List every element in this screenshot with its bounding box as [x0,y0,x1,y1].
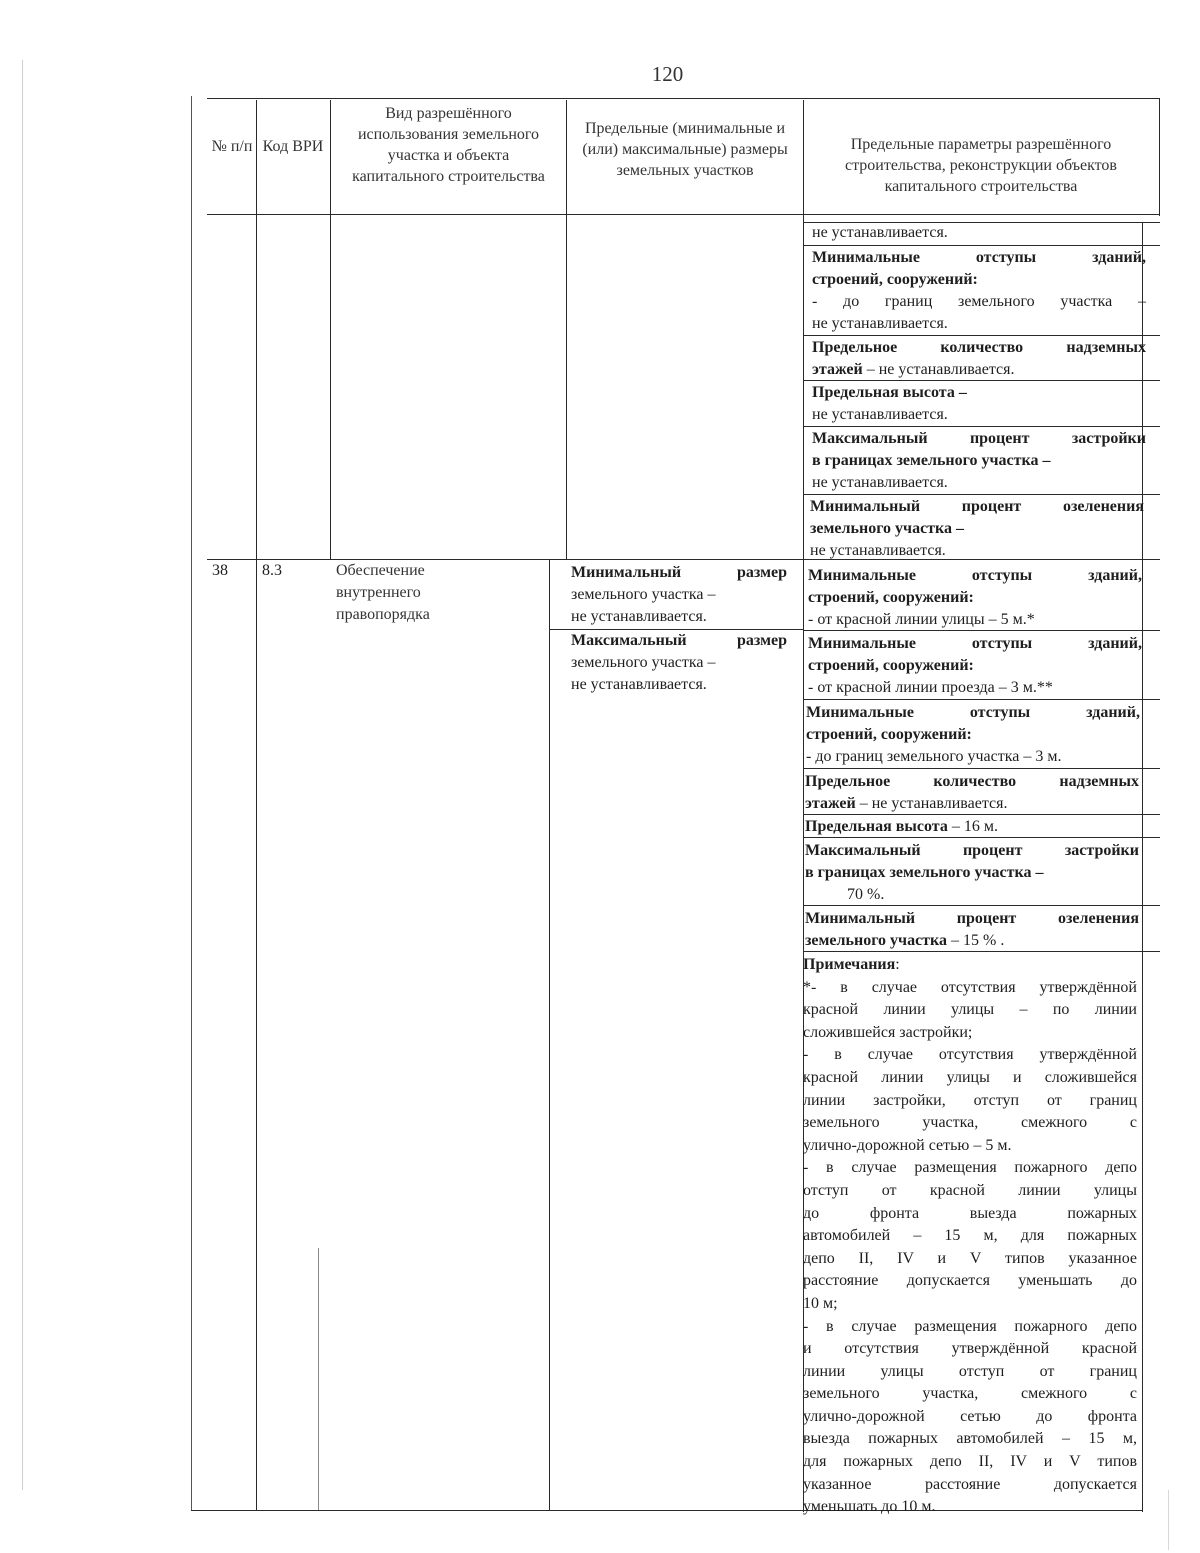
param-text: не устанавливается. [812,474,948,491]
note-line: - в случае отсутствия утверждённой [803,1046,1137,1064]
min-size-text: земельного участка – [571,586,716,603]
header-num-label: № п/п [211,138,253,155]
note-line: и отсутствия утверждённой красной [803,1340,1137,1358]
note-line: отступ от красной линии улицы [803,1181,1137,1199]
max-size-text: земельного участка – [571,654,716,671]
note-line: указанное расстояние допускается [803,1475,1137,1493]
param-heading: Минимальный процент озеленения [805,910,1139,927]
param-heading: строений, сооружений: [806,726,972,743]
note-line: выезда пожарных автомобилей – 15 м, [803,1430,1137,1448]
min-size-heading: Минимальный размер [571,564,787,581]
row-code [262,560,312,582]
row-code-value: 8.3 [262,562,282,579]
param-text: не устанавливается. [812,315,948,332]
note-line: депо II, IV и V типов указанное [803,1249,1137,1267]
param-cont-4 [812,428,1146,494]
param-heading: строений, сооружений: [808,657,974,674]
page-number: 120 [651,62,684,86]
param-heading: этажей [805,795,856,812]
notes-lines [803,977,1137,1519]
param-text: не устанавливается. [812,224,948,241]
param-text: не устанавливается. [812,406,948,423]
param-heading: Максимальный процент застройки [812,430,1146,447]
note-line: расстояние допускается уменьшать до [803,1272,1137,1290]
param-heading: Предельная высота [805,818,948,835]
param-row38-a [808,565,1142,631]
note-line: линии застройки, отступ от границ [803,1091,1137,1109]
note-line: автомобилей – 15 м, для пожарных [803,1227,1137,1245]
note-line: улично-дорожной сетью – 5 м. [803,1136,1012,1154]
header-params [812,134,1150,197]
header-plot-sizes [578,118,792,181]
param-text: – не устанавливается. [855,795,1008,812]
note-line: для пожарных депо II, IV и V типов [803,1453,1137,1471]
param-heading: Предельное количество надземных [812,339,1146,356]
note-line: уменьшать до 10 м. [803,1498,936,1516]
note-line: *- в случае отсутствия утверждённой [803,978,1137,996]
notes-heading: Примечания [803,956,896,973]
param-cont-2 [812,337,1146,381]
row-num-value: 38 [212,562,228,579]
param-heading: Минимальные отступы зданий, [806,704,1140,721]
param-text: – 15 % . [947,932,1005,949]
param-heading: этажей [812,361,863,378]
param-cont-1 [812,247,1146,335]
header-use-type-label: Вид разрешённого использования земельного участка и объекта капитального строительства [352,105,545,185]
header-params-label: Предельные параметры разрешённого строительства, реконструкции объектов капитального строительства [845,136,1117,195]
notes-block [803,954,1137,1519]
param-heading: Минимальные отступы зданий, [812,249,1146,266]
header-code [262,136,324,157]
note-line: 10 м; [803,1294,838,1312]
note-line: - в случае размещения пожарного депо [803,1159,1137,1177]
param-text: не устанавливается. [810,542,946,559]
param-heading: в границах земельного участка – [812,452,1051,469]
note-line: земельного участка, смежного с [803,1114,1137,1132]
header-plot-sizes-label: Предельные (минимальные и (или) максимальные) размеры земельных участков [582,120,788,179]
param-heading: в границах земельного участка – [805,864,1044,881]
param-text: – 16 м. [947,818,998,835]
param-row38-c [806,702,1140,768]
param-text: - от красной линии проезда – 3 м.** [808,679,1053,696]
row-num [212,560,252,582]
param-heading: земельного участка – [810,520,965,537]
param-row38-b [808,633,1142,699]
note-line: улично-дорожной сетью до фронта [803,1407,1137,1425]
max-size-text: не устанавливается. [571,676,707,693]
note-line: сложившейся застройки; [803,1023,973,1041]
param-row38-f [805,840,1139,906]
param-cont-0 [812,222,1142,244]
note-line: земельного участка, смежного с [803,1385,1137,1403]
param-text: - до границ земельного участка – 3 м. [806,748,1062,765]
min-size-text: не устанавливается. [571,608,707,625]
param-heading: Минимальный процент озеленения [810,498,1144,515]
note-line: красной линии улицы – по линии [803,1001,1137,1019]
max-size-heading: Максимальный размер [571,632,787,649]
use-type-text: Обеспечение [336,562,425,579]
param-heading: Максимальный процент застройки [805,842,1139,859]
max-plot-size [571,630,787,696]
param-text: - от красной линии улицы – 5 м.* [808,611,1035,628]
param-heading: строений, сооружений: [812,271,978,288]
param-cont-5 [810,496,1144,562]
param-row38-g [805,908,1139,952]
param-heading: Минимальные отступы зданий, [808,567,1142,584]
param-text: – не устанавливается. [862,361,1015,378]
note-line: - в случае размещения пожарного депо [803,1317,1137,1335]
param-row38-d [805,771,1139,815]
param-heading: строений, сооружений: [808,589,974,606]
note-line: до фронта выезда пожарных [803,1204,1137,1222]
param-heading: земельного участка [805,932,948,949]
row-use-type [336,560,536,626]
scan-edge-line [1168,1490,1169,1550]
scan-edge-line [22,60,23,1490]
param-text: - до границ земельного участка – [812,293,1146,310]
param-heading: Минимальные отступы зданий, [808,635,1142,652]
note-line: линии улицы отступ от границ [803,1362,1137,1380]
header-use-type [346,103,551,187]
param-cont-3 [812,382,1146,426]
use-type-text: правопорядка [336,606,430,623]
use-type-text: внутреннего [336,584,421,601]
header-code-label: Код ВРИ [262,138,324,155]
param-heading: Предельная высота – [812,384,967,401]
param-text: 70 %. [847,886,885,903]
note-line: красной линии улицы и сложившейся [803,1068,1137,1086]
param-heading: Предельное количество надземных [805,773,1139,790]
param-row38-e [805,816,1139,838]
header-num [207,136,257,157]
min-plot-size [571,562,787,628]
notes-colon: : [895,956,900,973]
